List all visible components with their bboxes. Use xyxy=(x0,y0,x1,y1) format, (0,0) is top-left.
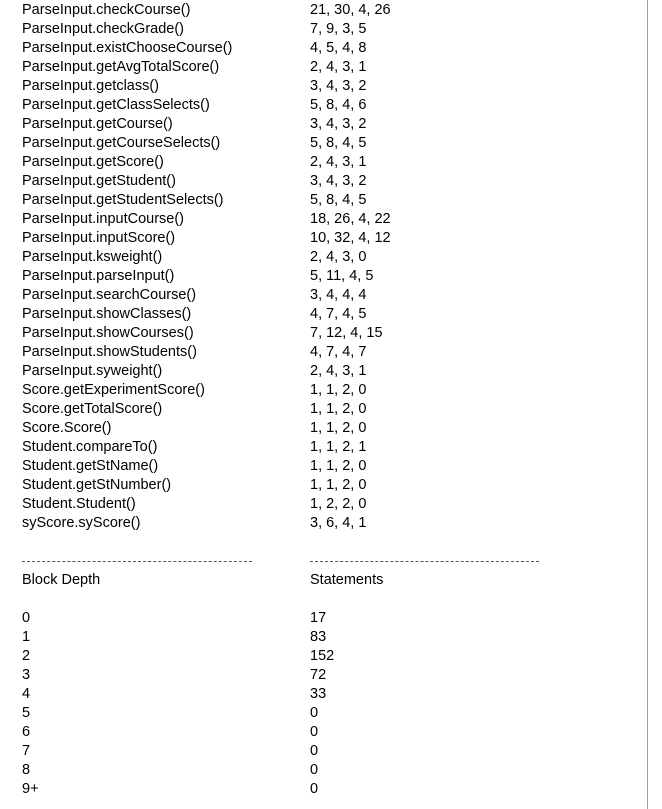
method-row xyxy=(0,457,647,476)
method-row xyxy=(0,115,647,134)
depth-row xyxy=(0,780,647,799)
method-metrics: 21, 30, 4, 26 xyxy=(310,2,391,18)
method-metrics: 10, 32, 4, 12 xyxy=(310,230,391,246)
method-name: ParseInput.getclass() xyxy=(22,78,160,94)
method-row xyxy=(0,153,647,172)
statement-count: 0 xyxy=(310,724,319,740)
method-metrics: 3, 4, 3, 2 xyxy=(310,78,367,94)
method-metrics: 1, 1, 2, 0 xyxy=(310,458,367,474)
method-row xyxy=(0,58,647,77)
depth-row xyxy=(0,685,647,704)
statement-count: 0 xyxy=(310,743,319,759)
header-block-depth: Block Depth xyxy=(22,572,101,588)
method-name: syScore.syScore() xyxy=(22,515,141,531)
method-metrics: 2, 4, 3, 1 xyxy=(310,154,367,170)
method-name: Score.getTotalScore() xyxy=(22,401,163,417)
depth-value: 8 xyxy=(22,762,31,778)
method-row xyxy=(0,324,647,343)
method-name: ParseInput.showCourses() xyxy=(22,325,194,341)
depth-row xyxy=(0,723,647,742)
depth-value: 4 xyxy=(22,686,31,702)
method-metrics: 3, 4, 4, 4 xyxy=(310,287,367,303)
depth-row xyxy=(0,742,647,761)
block-depth-header xyxy=(0,571,647,590)
statement-count: 152 xyxy=(310,648,335,664)
method-name: ParseInput.getScore() xyxy=(22,154,164,170)
method-row xyxy=(0,96,647,115)
method-metrics: 3, 4, 3, 2 xyxy=(310,116,367,132)
depth-row xyxy=(0,628,647,647)
method-name: ParseInput.checkCourse() xyxy=(22,2,191,18)
method-row xyxy=(0,419,647,438)
depth-value: 2 xyxy=(22,648,31,664)
method-name: ParseInput.getCourse() xyxy=(22,116,173,132)
method-metrics: 5, 11, 4, 5 xyxy=(310,268,374,284)
method-row xyxy=(0,305,647,324)
depth-value: 6 xyxy=(22,724,31,740)
method-metrics: 1, 1, 2, 0 xyxy=(310,477,367,493)
method-name: Score.getExperimentScore() xyxy=(22,382,205,398)
method-row xyxy=(0,39,647,58)
method-name: ParseInput.showStudents() xyxy=(22,344,197,360)
method-row xyxy=(0,172,647,191)
header-statements: Statements xyxy=(310,572,384,588)
method-name: ParseInput.inputScore() xyxy=(22,230,176,246)
method-row xyxy=(0,286,647,305)
method-row xyxy=(0,20,647,39)
depth-row xyxy=(0,704,647,723)
method-metrics: 7, 9, 3, 5 xyxy=(310,21,367,37)
statement-count: 0 xyxy=(310,781,319,797)
separator-rule-right xyxy=(310,561,539,562)
method-row xyxy=(0,191,647,210)
method-name: Student.getStName() xyxy=(22,458,159,474)
method-metrics: 1, 1, 2, 0 xyxy=(310,382,367,398)
depth-row xyxy=(0,609,647,628)
method-name: ParseInput.getClassSelects() xyxy=(22,97,210,113)
method-name: ParseInput.getStudentSelects() xyxy=(22,192,224,208)
method-metrics: 5, 8, 4, 5 xyxy=(310,192,367,208)
method-row xyxy=(0,438,647,457)
method-name: ParseInput.ksweight() xyxy=(22,249,163,265)
separator-rule-left xyxy=(22,561,252,562)
method-name: Student.compareTo() xyxy=(22,439,158,455)
method-row xyxy=(0,267,647,286)
method-name: ParseInput.searchCourse() xyxy=(22,287,197,303)
depth-row xyxy=(0,666,647,685)
method-row xyxy=(0,210,647,229)
method-metrics: 2, 4, 3, 0 xyxy=(310,249,367,265)
method-metrics: 7, 12, 4, 15 xyxy=(310,325,383,341)
method-metrics: 2, 4, 3, 1 xyxy=(310,363,367,379)
method-metrics: 1, 1, 2, 0 xyxy=(310,420,367,436)
statement-count: 0 xyxy=(310,705,319,721)
method-row xyxy=(0,343,647,362)
method-name: ParseInput.getCourseSelects() xyxy=(22,135,221,151)
method-metrics: 4, 7, 4, 7 xyxy=(310,344,367,360)
statement-count: 0 xyxy=(310,762,319,778)
method-name: ParseInput.parseInput() xyxy=(22,268,175,284)
method-row xyxy=(0,1,647,20)
depth-value: 1 xyxy=(22,629,31,645)
method-name: Student.getStNumber() xyxy=(22,477,172,493)
method-row xyxy=(0,248,647,267)
method-metrics: 3, 4, 3, 2 xyxy=(310,173,367,189)
method-row xyxy=(0,495,647,514)
method-name: ParseInput.getStudent() xyxy=(22,173,176,189)
depth-value: 0 xyxy=(22,610,31,626)
method-name: ParseInput.checkGrade() xyxy=(22,21,184,37)
method-metrics: 5, 8, 4, 6 xyxy=(310,97,367,113)
method-name: ParseInput.existChooseCourse() xyxy=(22,40,233,56)
method-name: ParseInput.showClasses() xyxy=(22,306,192,322)
method-name: Student.Student() xyxy=(22,496,136,512)
separator-line xyxy=(0,552,647,571)
method-metrics: 5, 8, 4, 5 xyxy=(310,135,367,151)
method-name: ParseInput.syweight() xyxy=(22,363,163,379)
depth-row xyxy=(0,647,647,666)
depth-value: 7 xyxy=(22,743,31,759)
method-row xyxy=(0,362,647,381)
method-row xyxy=(0,134,647,153)
statement-count: 72 xyxy=(310,667,327,683)
depth-value: 5 xyxy=(22,705,31,721)
method-row xyxy=(0,77,647,96)
method-metrics: 3, 6, 4, 1 xyxy=(310,515,367,531)
method-row xyxy=(0,400,647,419)
method-row xyxy=(0,229,647,248)
method-name: ParseInput.inputCourse() xyxy=(22,211,184,227)
method-metrics: 4, 5, 4, 8 xyxy=(310,40,367,56)
method-row xyxy=(0,514,647,533)
method-name: Score.Score() xyxy=(22,420,112,436)
method-metrics: 1, 2, 2, 0 xyxy=(310,496,367,512)
statement-count: 17 xyxy=(310,610,327,626)
method-metrics: 2, 4, 3, 1 xyxy=(310,59,367,75)
method-row xyxy=(0,381,647,400)
method-metrics: 1, 1, 2, 1 xyxy=(310,439,367,455)
depth-value: 3 xyxy=(22,667,31,683)
method-row xyxy=(0,476,647,495)
method-metrics: 4, 7, 4, 5 xyxy=(310,306,367,322)
depth-value: 9+ xyxy=(22,781,39,797)
statement-count: 33 xyxy=(310,686,327,702)
method-metrics: 1, 1, 2, 0 xyxy=(310,401,367,417)
depth-row xyxy=(0,761,647,780)
statement-count: 83 xyxy=(310,629,327,645)
method-metrics: 18, 26, 4, 22 xyxy=(310,211,391,227)
method-name: ParseInput.getAvgTotalScore() xyxy=(22,59,220,75)
